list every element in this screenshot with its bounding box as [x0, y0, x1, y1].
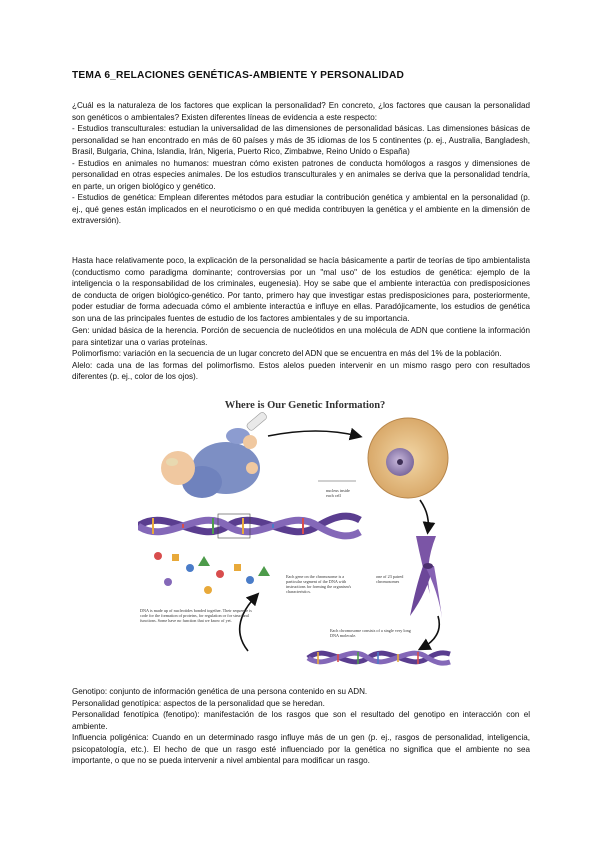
dna-helix-long: [138, 514, 360, 538]
arrow-baby-to-cell: [268, 431, 358, 436]
intro-section: [72, 100, 530, 227]
figure-illustration: [138, 396, 472, 678]
definition-polimorfismo: Polimorfismo: variación en la secuencia de un lugar concreto del ADN que se encuentra en más del 1% de la población.: [72, 349, 502, 358]
dna-helix-bottom: [308, 652, 450, 664]
definition-alelo: Alelo: cada una de las formas del polimorfismo. Estos alelos pueden intervenir en un mismo rasgo pero con resultados diferentes (p. ej., color de los ojos).: [72, 360, 530, 381]
genetic-information-figure: [138, 396, 472, 678]
baby-illustration: [161, 411, 268, 498]
gene-caption: Each gene on the chromosome is a particular segment of the DNA with instructions for forming the organism's characteristics.: [286, 574, 352, 594]
history-section: [72, 255, 530, 324]
arrow-chromosome-to-dna: [422, 616, 439, 648]
definitions-section-2: [72, 686, 530, 767]
chromosome-caption: one of 23 paired chromosomes: [376, 574, 404, 584]
document-title: TEMA 6_RELACIONES GENÉTICAS-AMBIENTE Y PERSONALIDAD: [72, 70, 405, 81]
nucleotide-shapes: [154, 552, 270, 594]
definition-genotipo: Genotipo: conjunto de información genética de una persona contenido en su ADN.: [72, 687, 368, 696]
cell-illustration: [368, 418, 448, 498]
arrow-dna-to-gene: [240, 596, 256, 651]
intro-question: ¿Cuál es la naturaleza de los factores que explican la personalidad? En concreto, ¿los factores que causan la personalidad son genéticos o ambientales? Existen diferentes líneas de evidencia a este respecto:: [72, 101, 530, 122]
definitions-section-1: [72, 325, 530, 383]
intro-item-animals: - Estudios en animales no humanos: muestran cómo existen patrones de conducta homólogos a rasgos y dimensiones de personalidad en otras especies animales. De los estudios transculturales y en animales se deriva que la personalidad tendría, en parte, un origen biológico y genético.: [72, 158, 530, 191]
intro-item-genetics: - Estudios de genética: Emplean diferentes métodos para estudiar la contribución genética y ambiental en la personalidad (p. ej., qué genes están implicados en el neuroticismo o en qué medida contribuyen la genética y el ambiente en la dimensión de extraversión).: [72, 193, 530, 225]
history-paragraph: Hasta hace relativamente poco, la explicación de la personalidad se hacía básicamente a partir de teorías de tipo ambientalista (conductismo como paradigma dominante; controversias por un "mal uso" de los estudios de genética: ejemplo de la inteligencia o la responsabilidad de los criminales, eugenesia). Hoy se sabe que el ambiente interactúa con predisposiciones de conducta de origen biológico-genético. Por tanto, primero hay que investigar estas predisposiciones para, posteriormente, poder estudiar de forma adecuada cómo el ambiente interactúa e influye en ellas. Paradójicamente, los estudios de genética son una de las principales fuentes de estudio de los factores ambientales y de su importancia.: [72, 256, 530, 323]
arrow-cell-to-chromosome: [420, 500, 428, 530]
figure-title: Where is Our Genetic Information?: [224, 400, 386, 411]
chromosome-dna-caption: Each chromosome consists of a single very long DNA molecule.: [330, 628, 411, 638]
definition-personalidad-fenotipica: Personalidad fenotípica (fenotipo): manifestación de los rasgos que son el resultado del genotipo en interacción con el ambiente.: [72, 710, 530, 731]
definition-gen: Gen: unidad básica de la herencia. Porción de secuencia de nucleótidos en una molécula de ADN que contiene la información para sintetizar una o varias proteínas.: [72, 326, 530, 347]
definition-personalidad-genotipica: Personalidad genotípica: aspectos de la personalidad que se heredan.: [72, 698, 325, 708]
definition-influencia-poligenica: Influencia poligénica: Cuando en un determinado rasgo influye más de un gen (p. ej., rasgos de personalidad, inteligencia, psicopatología, etc.). El hecho de que un rasgo esté influenciado por la genética no significa que el ambiente no sea importante, o que no se pueda intervenir a nivel ambiental para modificar un rasgo.: [72, 733, 530, 765]
nucleotide-caption: DNA is made up of nucleotides bonded together. Their sequence is code for the formation of proteins, for regulation or for structural functions. Some have no function that we know of yet.: [140, 608, 252, 623]
intro-item-transcultural: - Estudios transculturales: estudian la universalidad de las dimensiones de personalidad básicas. Las dimensiones básicas de personalidad se han encontrado en más de 60 países y más de 35 idiomas de los 5 continentes (p. ej., Australia, Bangladesh, Brasil, Bulgaria, China, Islandia, Irán, Nigeria, Puerto Rico, Zimbabwe, Reino Unido o España): [72, 124, 530, 156]
nucleus-caption: nucleus inside each cell: [326, 488, 350, 498]
